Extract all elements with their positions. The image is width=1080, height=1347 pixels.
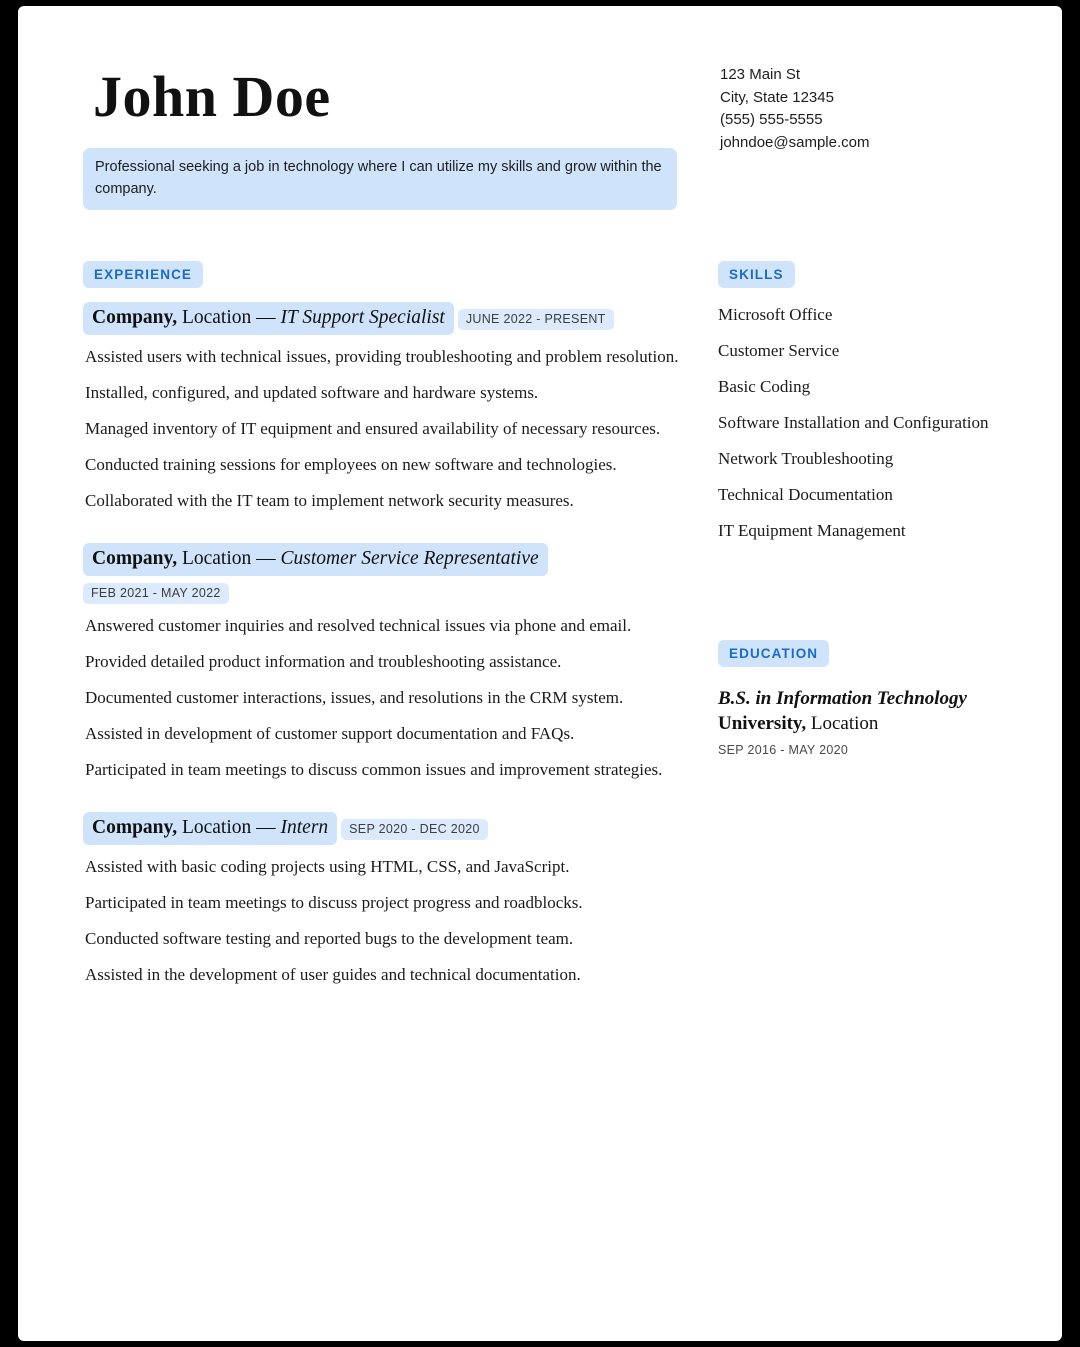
contact-block	[720, 64, 869, 154]
job-dates: SEP 2020 - DEC 2020	[341, 819, 488, 840]
job-bullet: Conducted training sessions for employees on new software and technologies.	[85, 455, 617, 474]
education-dates: SEP 2016 - MAY 2020	[718, 743, 849, 757]
section-heading-experience: EXPERIENCE	[83, 261, 203, 288]
job-bullet: Assisted in development of customer support documentation and FAQs.	[85, 724, 575, 743]
job-bullet: Installed, configured, and updated software and hardware systems.	[85, 383, 539, 402]
experience-section	[83, 261, 683, 1017]
contact-street: 123 Main St	[720, 66, 801, 83]
education-location: Location	[810, 713, 879, 734]
job-bullet: Assisted users with technical issues, providing troubleshooting and problem resolution.	[85, 347, 679, 366]
job-dates: FEB 2021 - MAY 2022	[83, 583, 229, 604]
skill-item: IT Equipment Management	[718, 521, 906, 540]
job-bullet: Assisted with basic coding projects using HTML, CSS, and JavaScript.	[85, 857, 570, 876]
professional-summary: Professional seeking a job in technology where I can utilize my skills and grow within the company.	[83, 148, 677, 210]
resume-page	[18, 6, 1062, 1341]
contact-email: johndoe@sample.com	[720, 133, 870, 151]
job-title-line	[83, 543, 548, 576]
job-dates: JUNE 2022 - PRESENT	[458, 309, 614, 330]
job-bullet: Collaborated with the IT team to implement network security measures.	[85, 491, 574, 510]
job-bullet: Documented customer interactions, issues, and resolutions in the CRM system.	[85, 688, 624, 707]
job-location: Location	[181, 307, 252, 328]
skill-item: Basic Coding	[718, 377, 811, 396]
job-bullet: Assisted in the development of user guides and technical documentation.	[85, 965, 581, 984]
experience-entry	[83, 543, 683, 782]
skill-item: Software Installation and Configuration	[718, 413, 989, 432]
section-heading-education: EDUCATION	[718, 640, 829, 667]
job-role: Intern	[280, 817, 329, 838]
job-bullet-list	[83, 344, 683, 513]
job-bullet: Provided detailed product information and troubleshooting assistance.	[85, 652, 562, 671]
experience-entry	[83, 302, 683, 513]
job-bullet: Conducted software testing and reported bugs to the development team.	[85, 929, 574, 948]
job-bullet-list	[83, 613, 683, 782]
skill-item: Customer Service	[718, 341, 840, 360]
education-university: University,	[718, 713, 807, 734]
job-company: Company,	[92, 307, 178, 328]
experience-entry	[83, 812, 683, 987]
skills-list	[718, 302, 1008, 543]
job-location: Location	[181, 817, 252, 838]
skill-item: Technical Documentation	[718, 485, 893, 504]
job-separator: —	[256, 817, 276, 838]
job-title-line	[83, 812, 337, 845]
job-bullet: Participated in team meetings to discuss common issues and improvement strategies.	[85, 760, 663, 779]
education-degree: B.S. in Information Technology	[718, 688, 967, 709]
job-role: Customer Service Representative	[280, 548, 539, 569]
job-bullet: Managed inventory of IT equipment and ensured availability of necessary resources.	[85, 419, 661, 438]
section-heading-skills: SKILLS	[718, 261, 795, 288]
sidebar	[718, 261, 1008, 757]
skill-item: Network Troubleshooting	[718, 449, 894, 468]
job-company: Company,	[92, 548, 178, 569]
job-title-line	[83, 302, 454, 335]
job-bullet: Answered customer inquiries and resolved technical issues via phone and email.	[85, 616, 632, 635]
contact-city-state-zip: City, State 12345	[720, 88, 834, 106]
job-company: Company,	[92, 817, 178, 838]
skill-item: Microsoft Office	[718, 305, 833, 324]
sidebar-divider-space	[718, 554, 1008, 640]
job-bullet: Participated in team meetings to discuss project progress and roadblocks.	[85, 893, 583, 912]
contact-phone: (555) 555-5555	[720, 111, 823, 128]
job-bullet-list	[83, 854, 683, 987]
job-role: IT Support Specialist	[280, 307, 445, 328]
job-location: Location	[181, 548, 252, 569]
job-separator: —	[256, 307, 276, 328]
education-school-line	[718, 711, 1008, 737]
education-entry	[718, 687, 1008, 757]
page-title: John Doe	[93, 64, 331, 129]
job-separator: —	[256, 548, 276, 569]
